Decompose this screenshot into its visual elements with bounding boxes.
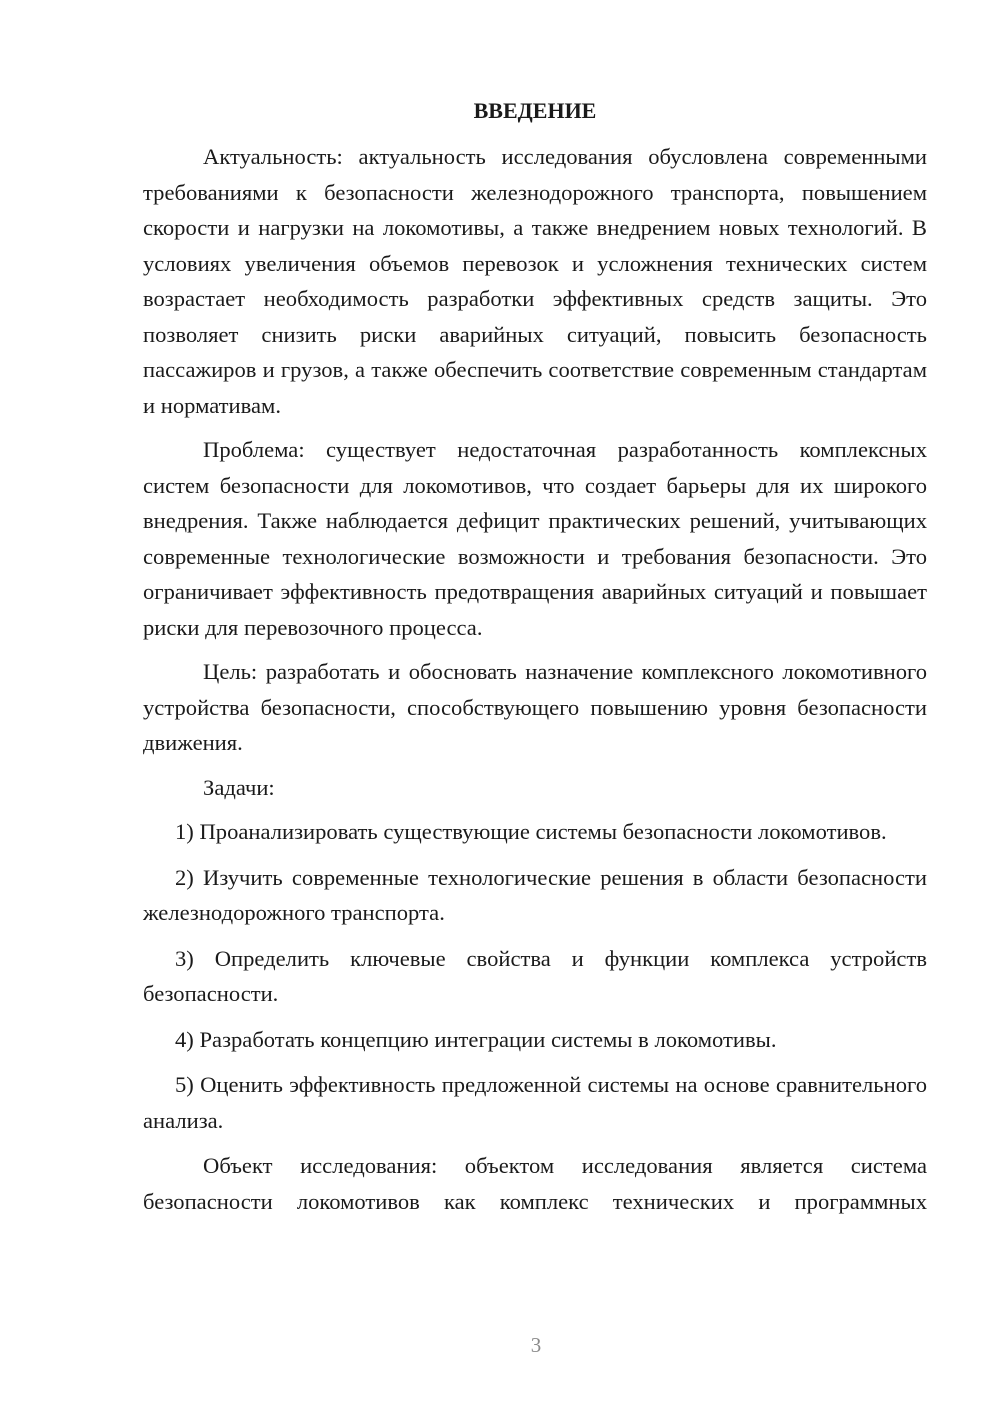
page-title: ВВЕДЕНИЕ bbox=[473, 98, 597, 123]
problem-paragraph: Проблема: существует недостаточная разработанность комплексных систем безопасности для локомотивов, что создает барьеры для их широкого внедрения. Также наблюдается дефицит практических решений, учитывающих современные технологические возможности и требования безопасности. Это ограничивает эффективность предотвращения аварийных ситуаций и повышает риски для перевозочного процесса. bbox=[143, 437, 927, 640]
object-paragraph: Объект исследования: объектом исследования является система безопасности локомотивов как комплекс технических и программных bbox=[143, 1153, 927, 1214]
goal-paragraph: Цель: разработать и обосновать назначение комплексного локомотивного устройства безопасности, способствующего повышению уровня безопасности движения. bbox=[143, 659, 927, 755]
page-content bbox=[143, 95, 927, 1219]
tasks-label: Задачи: bbox=[203, 774, 275, 800]
task-item-3: 3) Определить ключевые свойства и функции комплекса устройств безопасности. bbox=[143, 945, 927, 1006]
task-item-5: 5) Оценить эффективность предложенной системы на основе сравнительного анализа. bbox=[143, 1072, 927, 1133]
page-number: 3 bbox=[530, 1333, 542, 1357]
task-item-2: 2) Изучить современные технологические решения в области безопасности железнодорожного транспорта. bbox=[143, 864, 927, 925]
task-item-1: 1) Проанализировать существующие системы безопасности локомотивов. bbox=[175, 819, 887, 844]
task-item-4: 4) Разработать концепцию интеграции системы в локомотивы. bbox=[175, 1026, 777, 1052]
relevance-paragraph: Актуальность: актуальность исследования обусловлена современными требованиями к безопасности железнодорожного транспорта, повышением скорости и нагрузки на локомотивы, а также внедрением новых технологий. В условиях увеличения объемов перевозок и усложнения технических систем возрастает необходимость разработки эффективных средств защиты. Это позволяет снизить риски аварийных ситуаций, повысить безопасность пассажиров и грузов, а также обеспечить соответствие современным стандартам и нормативам. bbox=[143, 144, 927, 418]
